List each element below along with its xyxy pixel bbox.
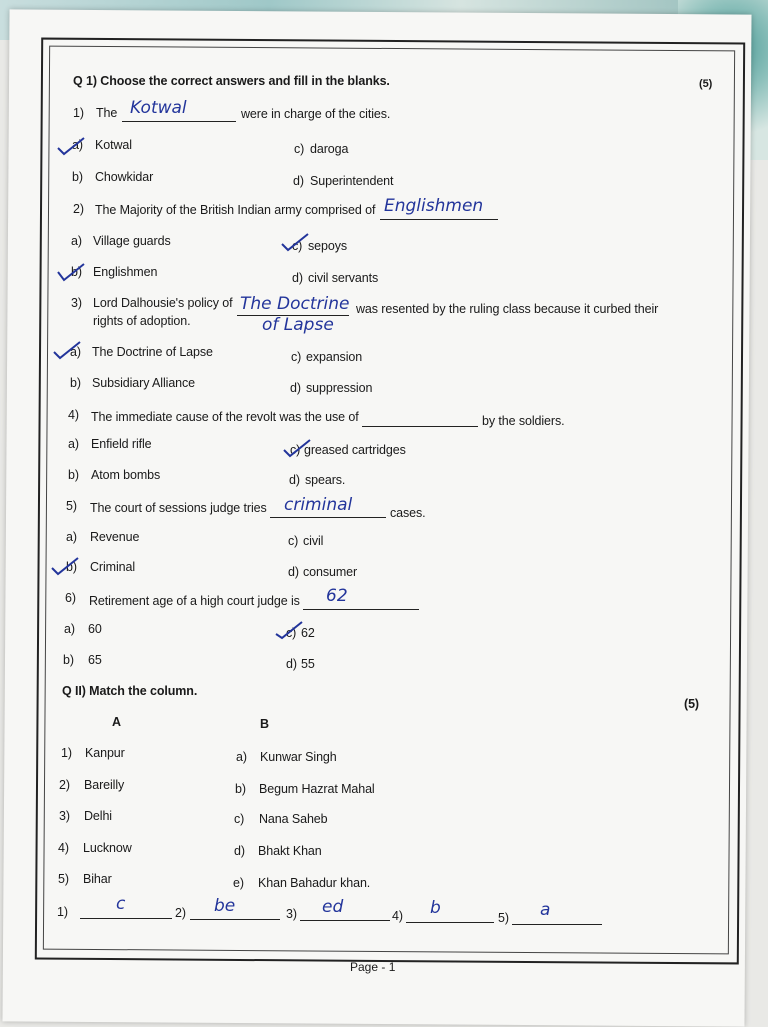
handwritten-answer: b xyxy=(430,898,441,918)
match-letter: c) xyxy=(234,812,245,826)
handwritten-answer: a xyxy=(540,900,551,920)
option-label: a) xyxy=(66,530,77,544)
column-b-item: Nana Saheb xyxy=(259,812,328,826)
answer-blank xyxy=(122,121,236,122)
answer-blank xyxy=(406,922,494,923)
option-text: 60 xyxy=(88,622,102,636)
answer-blank xyxy=(80,918,172,919)
q1-marks: (5) xyxy=(699,78,713,90)
option-text: Enfield rifle xyxy=(91,437,152,451)
option-label: d) xyxy=(286,657,297,671)
check-mark-icon xyxy=(274,620,304,640)
option-label: b) xyxy=(70,376,81,390)
question-text: The Majority of the British Indian army comprised of xyxy=(95,203,376,217)
answer-number: 4) xyxy=(392,909,403,923)
match-letter: a) xyxy=(236,750,247,764)
column-b-header: B xyxy=(260,717,269,731)
column-b-item: Khan Bahadur khan. xyxy=(258,876,371,890)
option-label: c) xyxy=(290,443,301,457)
option-text: spears. xyxy=(305,473,346,487)
match-number: 2) xyxy=(59,778,70,792)
check-mark-icon xyxy=(280,232,310,252)
question-text: The immediate cause of the revolt was the use of xyxy=(91,410,359,424)
option-label: c) xyxy=(294,142,305,156)
handwritten-answer: c xyxy=(116,894,126,914)
option-label: a) xyxy=(72,138,83,152)
column-b-item: Bhakt Khan xyxy=(258,844,322,858)
answer-blank xyxy=(300,920,390,921)
option-text: greased cartridges xyxy=(304,443,406,457)
handwritten-answer: Kotwal xyxy=(130,98,187,118)
question-text: The court of sessions judge tries xyxy=(90,501,267,515)
question-text: Retirement age of a high court judge is xyxy=(89,594,300,608)
question-number: 5) xyxy=(66,499,77,513)
option-text: Englishmen xyxy=(93,265,158,279)
question-text: were in charge of the cities. xyxy=(241,107,391,121)
match-letter: d) xyxy=(234,844,245,858)
option-text: 55 xyxy=(301,657,315,671)
question-text: cases. xyxy=(390,506,426,520)
q1-heading: Q 1) Choose the correct answers and fill in the blanks. xyxy=(73,74,390,88)
option-label: a) xyxy=(71,234,82,248)
option-label: d) xyxy=(288,565,299,579)
page-number: Page - 1 xyxy=(350,960,396,974)
match-letter: b) xyxy=(235,782,246,796)
option-label: c) xyxy=(288,534,299,548)
question-text: Lord Dalhousie's policy of xyxy=(93,296,233,310)
option-text: sepoys xyxy=(308,239,348,253)
question-number: 4) xyxy=(68,408,79,422)
option-text: Atom bombs xyxy=(91,468,161,482)
answer-blank xyxy=(362,426,478,427)
option-text: 62 xyxy=(301,626,315,640)
option-text: Village guards xyxy=(93,234,171,248)
column-b-item: Begum Hazrat Mahal xyxy=(259,782,375,796)
handwritten-answer: Englishmen xyxy=(384,196,484,216)
q2-heading: Q II) Match the column. xyxy=(62,684,198,698)
column-a-item: Delhi xyxy=(84,809,112,823)
option-text: expansion xyxy=(306,350,363,364)
answer-blank xyxy=(270,517,386,518)
handwritten-answer: be xyxy=(214,896,236,916)
match-number: 5) xyxy=(58,872,69,886)
question-number: 6) xyxy=(65,591,76,605)
option-text: civil xyxy=(303,534,324,548)
option-text: 65 xyxy=(88,653,102,667)
q2-marks: (5) xyxy=(684,697,699,711)
option-label: b) xyxy=(72,170,83,184)
answer-blank xyxy=(190,919,280,920)
question-number: 3) xyxy=(71,296,82,310)
answer-number: 3) xyxy=(286,907,297,921)
answer-number: 5) xyxy=(498,911,509,925)
option-text: consumer xyxy=(303,565,358,579)
option-label: a) xyxy=(64,622,75,636)
option-text: Kotwal xyxy=(95,138,132,152)
handwritten-answer: The Doctrine xyxy=(240,294,350,314)
handwritten-answer: 62 xyxy=(326,586,348,606)
question-number: 2) xyxy=(73,202,84,216)
column-a-item: Bihar xyxy=(83,872,112,886)
handwritten-answer: ed xyxy=(322,897,344,917)
answer-blank xyxy=(512,924,602,925)
option-label: d) xyxy=(293,174,304,188)
column-a-item: Kanpur xyxy=(85,746,125,760)
match-number: 1) xyxy=(61,746,72,760)
check-mark-icon xyxy=(52,340,82,360)
handwritten-answer: criminal xyxy=(284,495,353,515)
option-label: b) xyxy=(66,560,77,574)
question-text: The xyxy=(96,106,118,120)
column-b-item: Kunwar Singh xyxy=(260,750,337,764)
option-text: daroga xyxy=(310,142,349,156)
handwritten-answer: of Lapse xyxy=(262,315,334,335)
option-text: civil servants xyxy=(308,271,379,285)
match-letter: e) xyxy=(233,876,244,890)
answer-blank xyxy=(303,609,419,610)
question-text: was resented by the ruling class because it curbed their xyxy=(356,302,659,316)
option-label: b) xyxy=(68,468,79,482)
option-text: Chowkidar xyxy=(95,170,154,184)
option-label: d) xyxy=(290,381,301,395)
question-text: rights of adoption. xyxy=(93,314,191,328)
option-label: b) xyxy=(71,265,82,279)
option-label: a) xyxy=(68,437,79,451)
check-mark-icon xyxy=(50,556,80,576)
option-label: c) xyxy=(286,626,297,640)
option-text: Criminal xyxy=(90,560,136,574)
option-label: d) xyxy=(292,271,303,285)
option-label: b) xyxy=(63,653,74,667)
option-label: c) xyxy=(292,239,303,253)
option-text: Revenue xyxy=(90,530,140,544)
answer-blank xyxy=(380,219,498,220)
option-text: suppression xyxy=(306,381,373,395)
option-text: Superintendent xyxy=(310,174,394,188)
option-text: The Doctrine of Lapse xyxy=(92,345,213,359)
question-text: by the soldiers. xyxy=(482,414,565,428)
column-a-item: Lucknow xyxy=(83,841,132,855)
option-label: c) xyxy=(291,350,302,364)
question-number: 1) xyxy=(73,106,84,120)
column-a-header: A xyxy=(112,715,121,729)
answer-number: 1) xyxy=(57,905,68,919)
check-mark-icon xyxy=(282,438,312,458)
option-text: Subsidiary Alliance xyxy=(92,376,196,390)
column-a-item: Bareilly xyxy=(84,778,125,792)
match-number: 4) xyxy=(58,841,69,855)
check-mark-icon xyxy=(56,262,86,282)
check-mark-icon xyxy=(56,136,86,156)
option-label: d) xyxy=(289,473,300,487)
option-label: a) xyxy=(70,345,81,359)
match-number: 3) xyxy=(59,809,70,823)
answer-number: 2) xyxy=(175,906,186,920)
